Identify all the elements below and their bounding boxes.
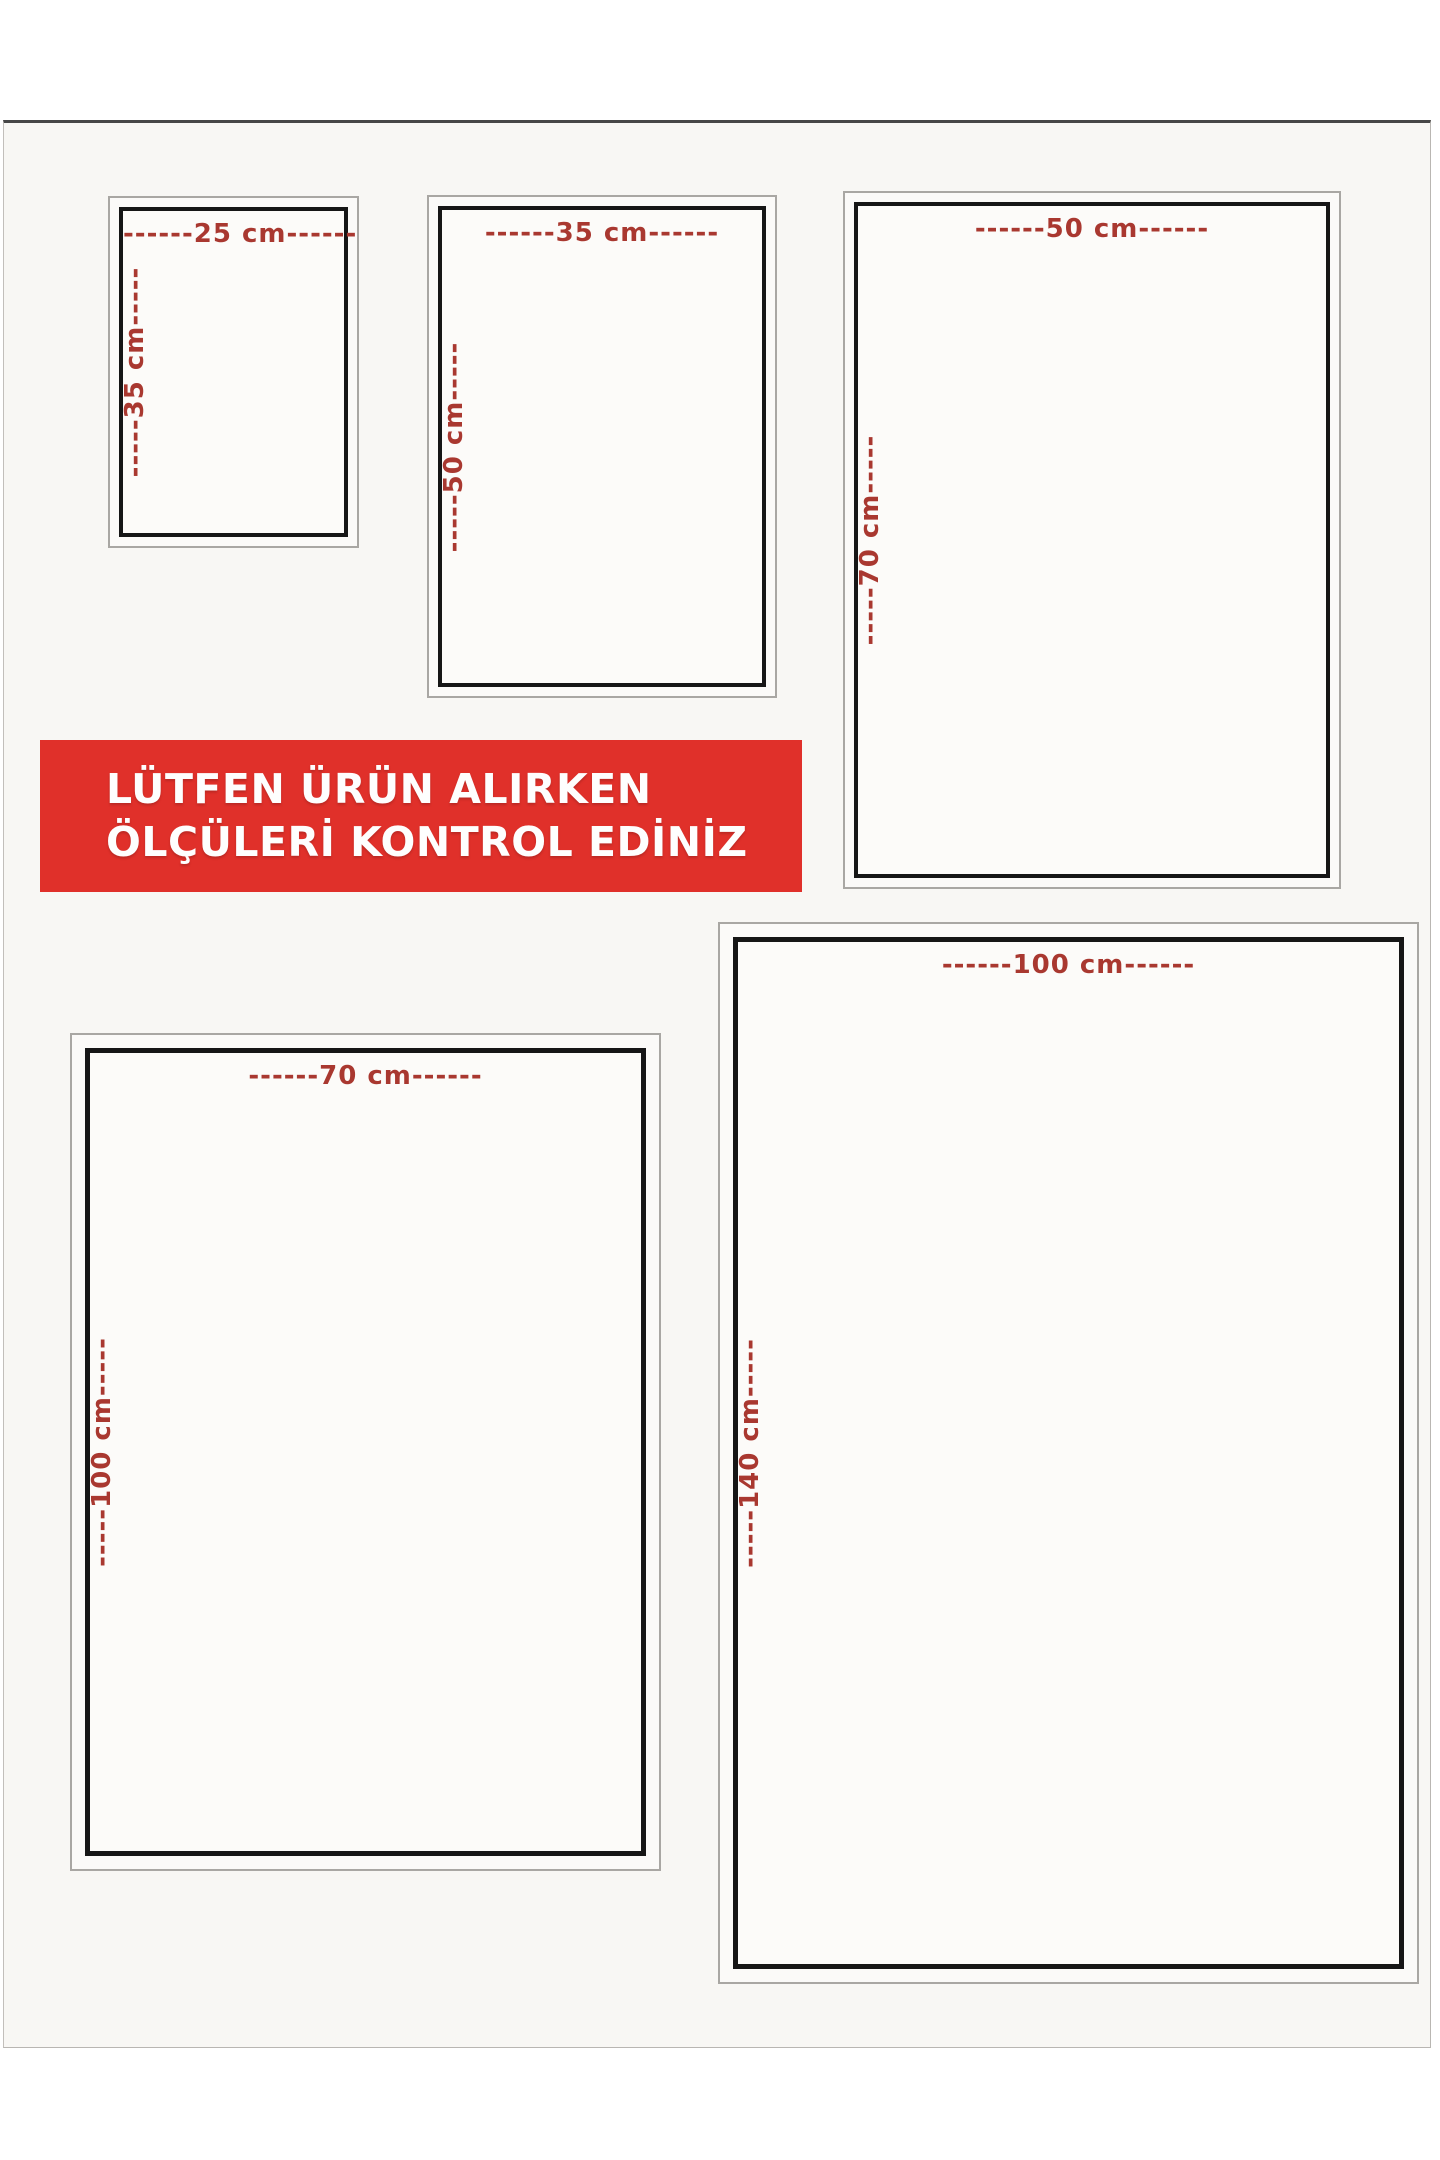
height-label-50cm: -----50 cm----- <box>439 341 469 552</box>
width-label-100cm: ------100 cm------ <box>941 950 1196 980</box>
width-label-70cm: ------70 cm------ <box>248 1061 483 1091</box>
size-box-25x35-frame <box>119 207 358 537</box>
size-box-35x50 <box>427 195 777 698</box>
height-label-140cm: -----140 cm----- <box>735 1338 765 1568</box>
size-box-70x100-frame <box>85 1048 646 1856</box>
height-label-70cm: -----70 cm----- <box>855 434 885 646</box>
content-panel <box>3 120 1431 2048</box>
size-box-70x100 <box>70 1033 661 1871</box>
warning-banner <box>40 740 802 892</box>
size-box-100x140 <box>718 922 1419 1984</box>
height-label-100cm: -----100 cm----- <box>87 1337 117 1567</box>
warning-banner-line2: ÖLÇÜLERİ KONTROL EDİNİZ <box>106 818 748 866</box>
warning-banner-line1: LÜTFEN ÜRÜN ALIRKEN <box>106 764 652 813</box>
size-box-100x140-frame <box>733 937 1404 1969</box>
size-box-50x70-frame <box>854 202 1330 878</box>
size-box-50x70 <box>843 191 1341 889</box>
size-box-35x50-frame <box>438 206 766 687</box>
width-label-35cm: ------35 cm------ <box>484 218 720 248</box>
width-label-25cm: ------25 cm------ <box>123 219 358 249</box>
height-label-35cm: -----35 cm----- <box>120 266 150 478</box>
width-label-50cm: ------50 cm------ <box>974 214 1210 244</box>
size-box-25x35 <box>108 196 359 548</box>
